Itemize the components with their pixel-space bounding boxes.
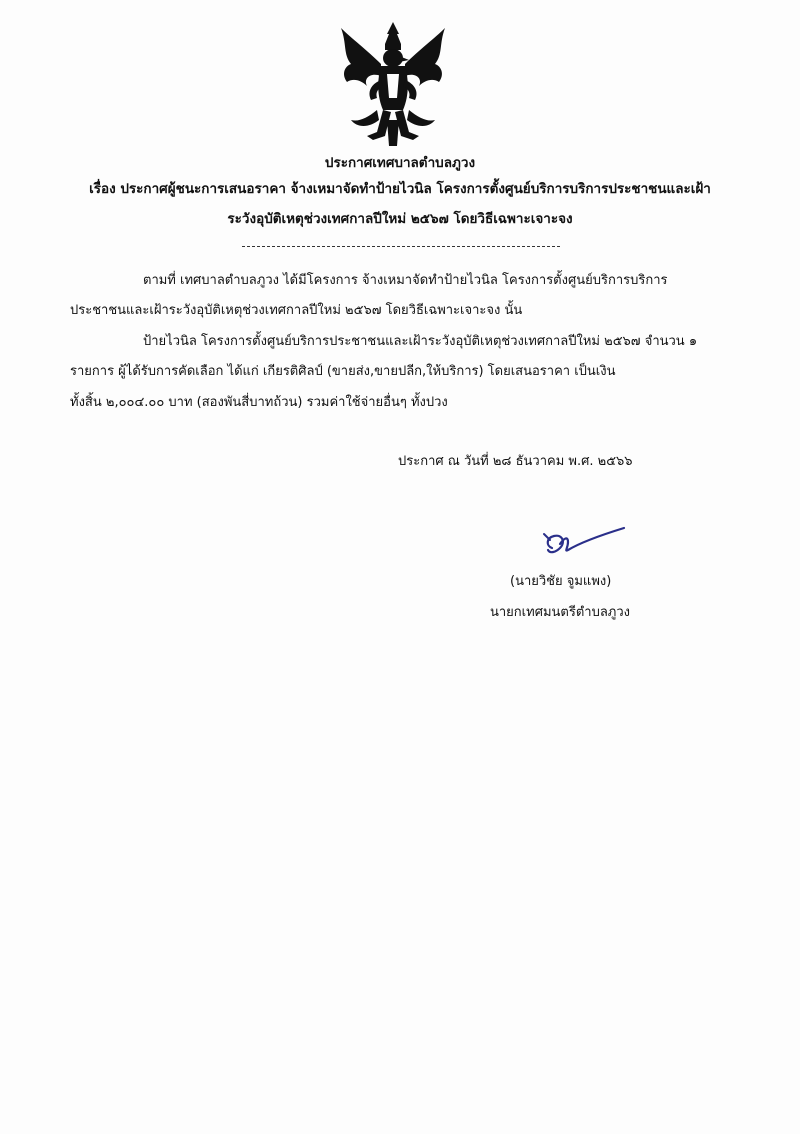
body-line-1: ตามที่ เทศบาลตำบลภูวง ได้มีโครงการ จ้างเหมาจัดทำป้ายไวนิล โครงการตั้งศูนย์บริการบริการ — [143, 273, 668, 288]
signer-name: (นายวิชัย จูมแพง) — [510, 574, 612, 589]
subject-line-1: เรื่อง ประกาศผู้ชนะการเสนอราคา จ้างเหมาจัดทำป้ายไวนิล โครงการตั้งศูนย์บริการบริการประชาชนและเฝ้า — [89, 181, 711, 197]
signer-position: นายกเทศมนตรีตำบลภูวง — [490, 605, 630, 620]
body-line-4: รายการ ผู้ได้รับการคัดเลือก ได้แก่ เกียรติศิลป์ (ขายส่ง,ขายปลีก,ให้บริการ) โดยเสนอราคา เป็นเงิน — [70, 364, 616, 379]
handwritten-signature-icon — [538, 524, 628, 564]
announcement-title: ประกาศเทศบาลตำบลภูวง — [324, 155, 476, 171]
body-line-2: ประชาชนและเฝ้าระวังอุบัติเหตุช่วงเทศกาลปีใหม่ ๒๕๖๗ โดยวิธีเฉพาะเจาะจง นั้น — [70, 303, 523, 318]
announcement-date: ประกาศ ณ วันที่ ๒๘ ธันวาคม พ.ศ. ๒๕๖๖ — [398, 454, 633, 469]
dashed-divider — [242, 246, 560, 247]
garuda-emblem-icon — [337, 20, 449, 150]
subject-line-2: ระวังอุบัติเหตุช่วงเทศกาลปีใหม่ ๒๕๖๗ โดยวิธีเฉพาะเจาะจง — [227, 211, 573, 227]
body-line-3: ป้ายไวนิล โครงการตั้งศูนย์บริการประชาชนและเฝ้าระวังอุบัติเหตุช่วงเทศกาลปีใหม่ ๒๕๖๗ จำนวน ๑ — [143, 334, 698, 349]
body-line-5: ทั้งสิ้น ๒,๐๐๔.๐๐ บาท (สองพันสี่บาทถ้วน) รวมค่าใช้จ่ายอื่นๆ ทั้งปวง — [70, 395, 448, 410]
